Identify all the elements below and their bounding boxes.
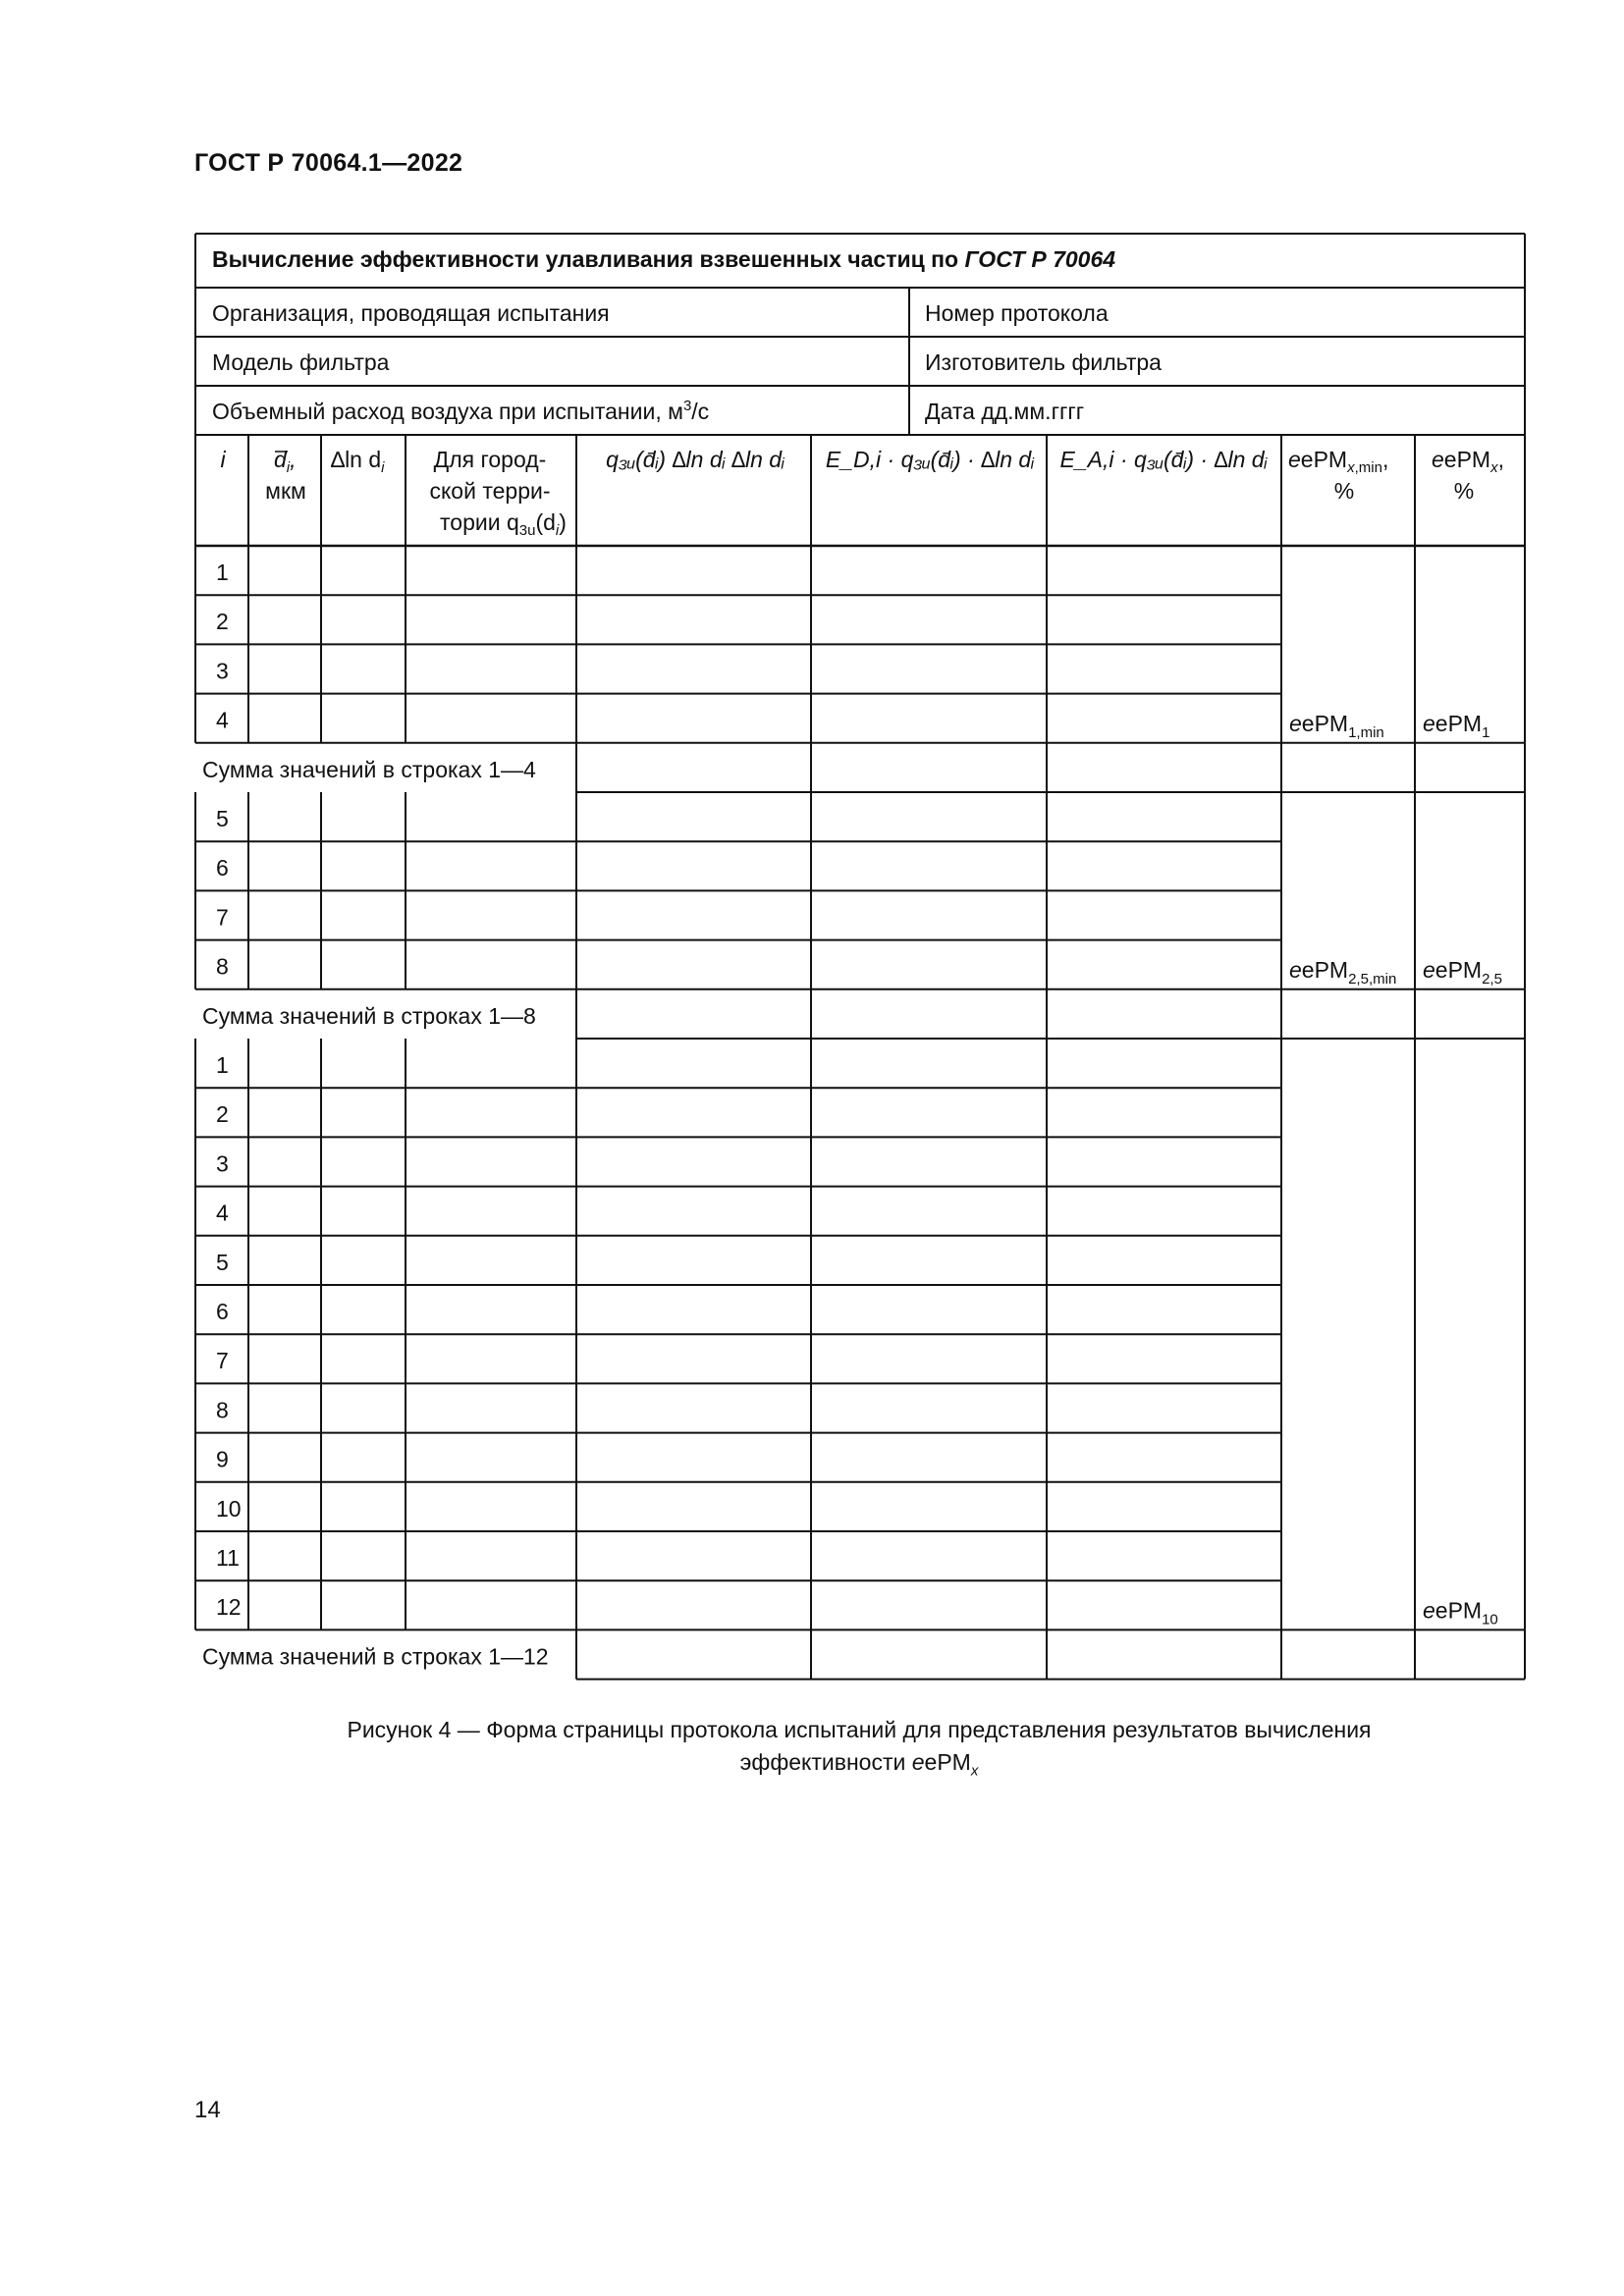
svg-text:%: % <box>1453 478 1475 504</box>
row-number-3-1: 1 <box>216 1052 229 1078</box>
svg-text:ской терри-: ской терри- <box>429 478 551 504</box>
row-number-3-7: 7 <box>216 1348 229 1374</box>
protocol-label: Номер протокола <box>925 300 1109 326</box>
row-number-3-10: 10 <box>216 1495 242 1522</box>
epm-value-1: eePM$_1$ <box>1423 710 1490 741</box>
svg-text:eePMx,: eePM$_x$, <box>1432 447 1504 476</box>
epm-value-2: eePM$_{2,5}$ <box>1423 956 1502 988</box>
sum-label-1: Сумма значений в строках 1—4 <box>202 756 536 782</box>
row-number-3-12: 12 <box>216 1594 242 1621</box>
col-epm-header <box>1432 447 1504 504</box>
row-number-1-4: 4 <box>216 707 229 733</box>
col-ea-header: E_A,i · q₃ᵤ(d̄ᵢ) · ∆ln dᵢ <box>1059 447 1268 472</box>
svg-text:%: % <box>1333 478 1355 504</box>
row-number-3-8: 8 <box>216 1397 229 1423</box>
svg-text:Для город-: Для город- <box>433 447 547 472</box>
epm-min-value-1: eePM$_{1,min}$ <box>1289 710 1384 741</box>
row-number-1-3: 3 <box>216 658 229 684</box>
epm-value-3: eePM$_{10}$ <box>1423 1597 1498 1629</box>
page-number: 14 <box>194 2097 221 2123</box>
manufacturer-label: Изготовитель фильтра <box>925 349 1162 375</box>
svg-text:di,: $d_i$, <box>274 447 297 476</box>
row-number-3-4: 4 <box>216 1200 229 1226</box>
svg-text:eePMx,min,: eePM$_x$,min, <box>1288 447 1389 476</box>
col-q-dln-header: q₃ᵤ(d̄ᵢ) ∆ln dᵢ ∆ln dᵢ <box>606 447 785 472</box>
model-label: Модель фильтра <box>212 349 390 375</box>
flow-label: Объемный расход воздуха при испытании, $м^3/с$ <box>212 398 710 424</box>
col-dln-header: ∆ln $d_i$ <box>331 447 385 476</box>
row-number-2-5: 5 <box>216 806 229 831</box>
row-number-3-11: 11 <box>216 1545 240 1571</box>
figure-caption <box>194 1714 1524 1788</box>
col-d-header <box>265 447 306 504</box>
sum-label-2: Сумма значений в строках 1—8 <box>202 1002 536 1029</box>
org-label: Организация, проводящая испытания <box>212 300 610 326</box>
caption-line-2: эффективности eePM$_x$ <box>739 1749 979 1780</box>
row-number-2-7: 7 <box>216 904 229 931</box>
row-number-3-5: 5 <box>216 1249 229 1275</box>
epm-min-value-2: eePM$_{2,5,min}$ <box>1289 956 1397 988</box>
row-number-1-1: 1 <box>216 560 229 585</box>
row-number-2-8: 8 <box>216 953 229 980</box>
row-number-2-6: 6 <box>216 855 229 881</box>
col-urban-header <box>429 447 566 539</box>
col-epm-min-header <box>1288 447 1388 504</box>
row-number-3-9: 9 <box>216 1446 229 1472</box>
document-header: ГОСТ Р 70064.1—2022 <box>194 149 463 177</box>
row-number-3-6: 6 <box>216 1299 229 1324</box>
row-number-1-2: 2 <box>216 609 229 635</box>
col-i-header: i <box>220 447 226 472</box>
date-label: Дата дд.мм.гггг <box>925 399 1085 424</box>
sum-label-3: Сумма значений в строках 1—12 <box>202 1643 549 1670</box>
form-title: Вычисление эффективности улавливания взвешенных частиц по ГОСТ Р 70064 <box>212 246 1116 272</box>
svg-text:тории q3u(di): тории $q_{3u}(d_i)$ <box>440 509 567 539</box>
caption-line-1: Рисунок 4 — Форма страницы протокола испытаний для представления результатов вычисления <box>347 1717 1372 1742</box>
row-number-3-2: 2 <box>216 1101 229 1128</box>
svg-text:мкм: мкм <box>265 478 306 504</box>
row-number-3-3: 3 <box>216 1150 229 1177</box>
col-ed-header: E_D,i · q₃ᵤ(d̄ᵢ) · ∆ln dᵢ <box>825 447 1035 472</box>
